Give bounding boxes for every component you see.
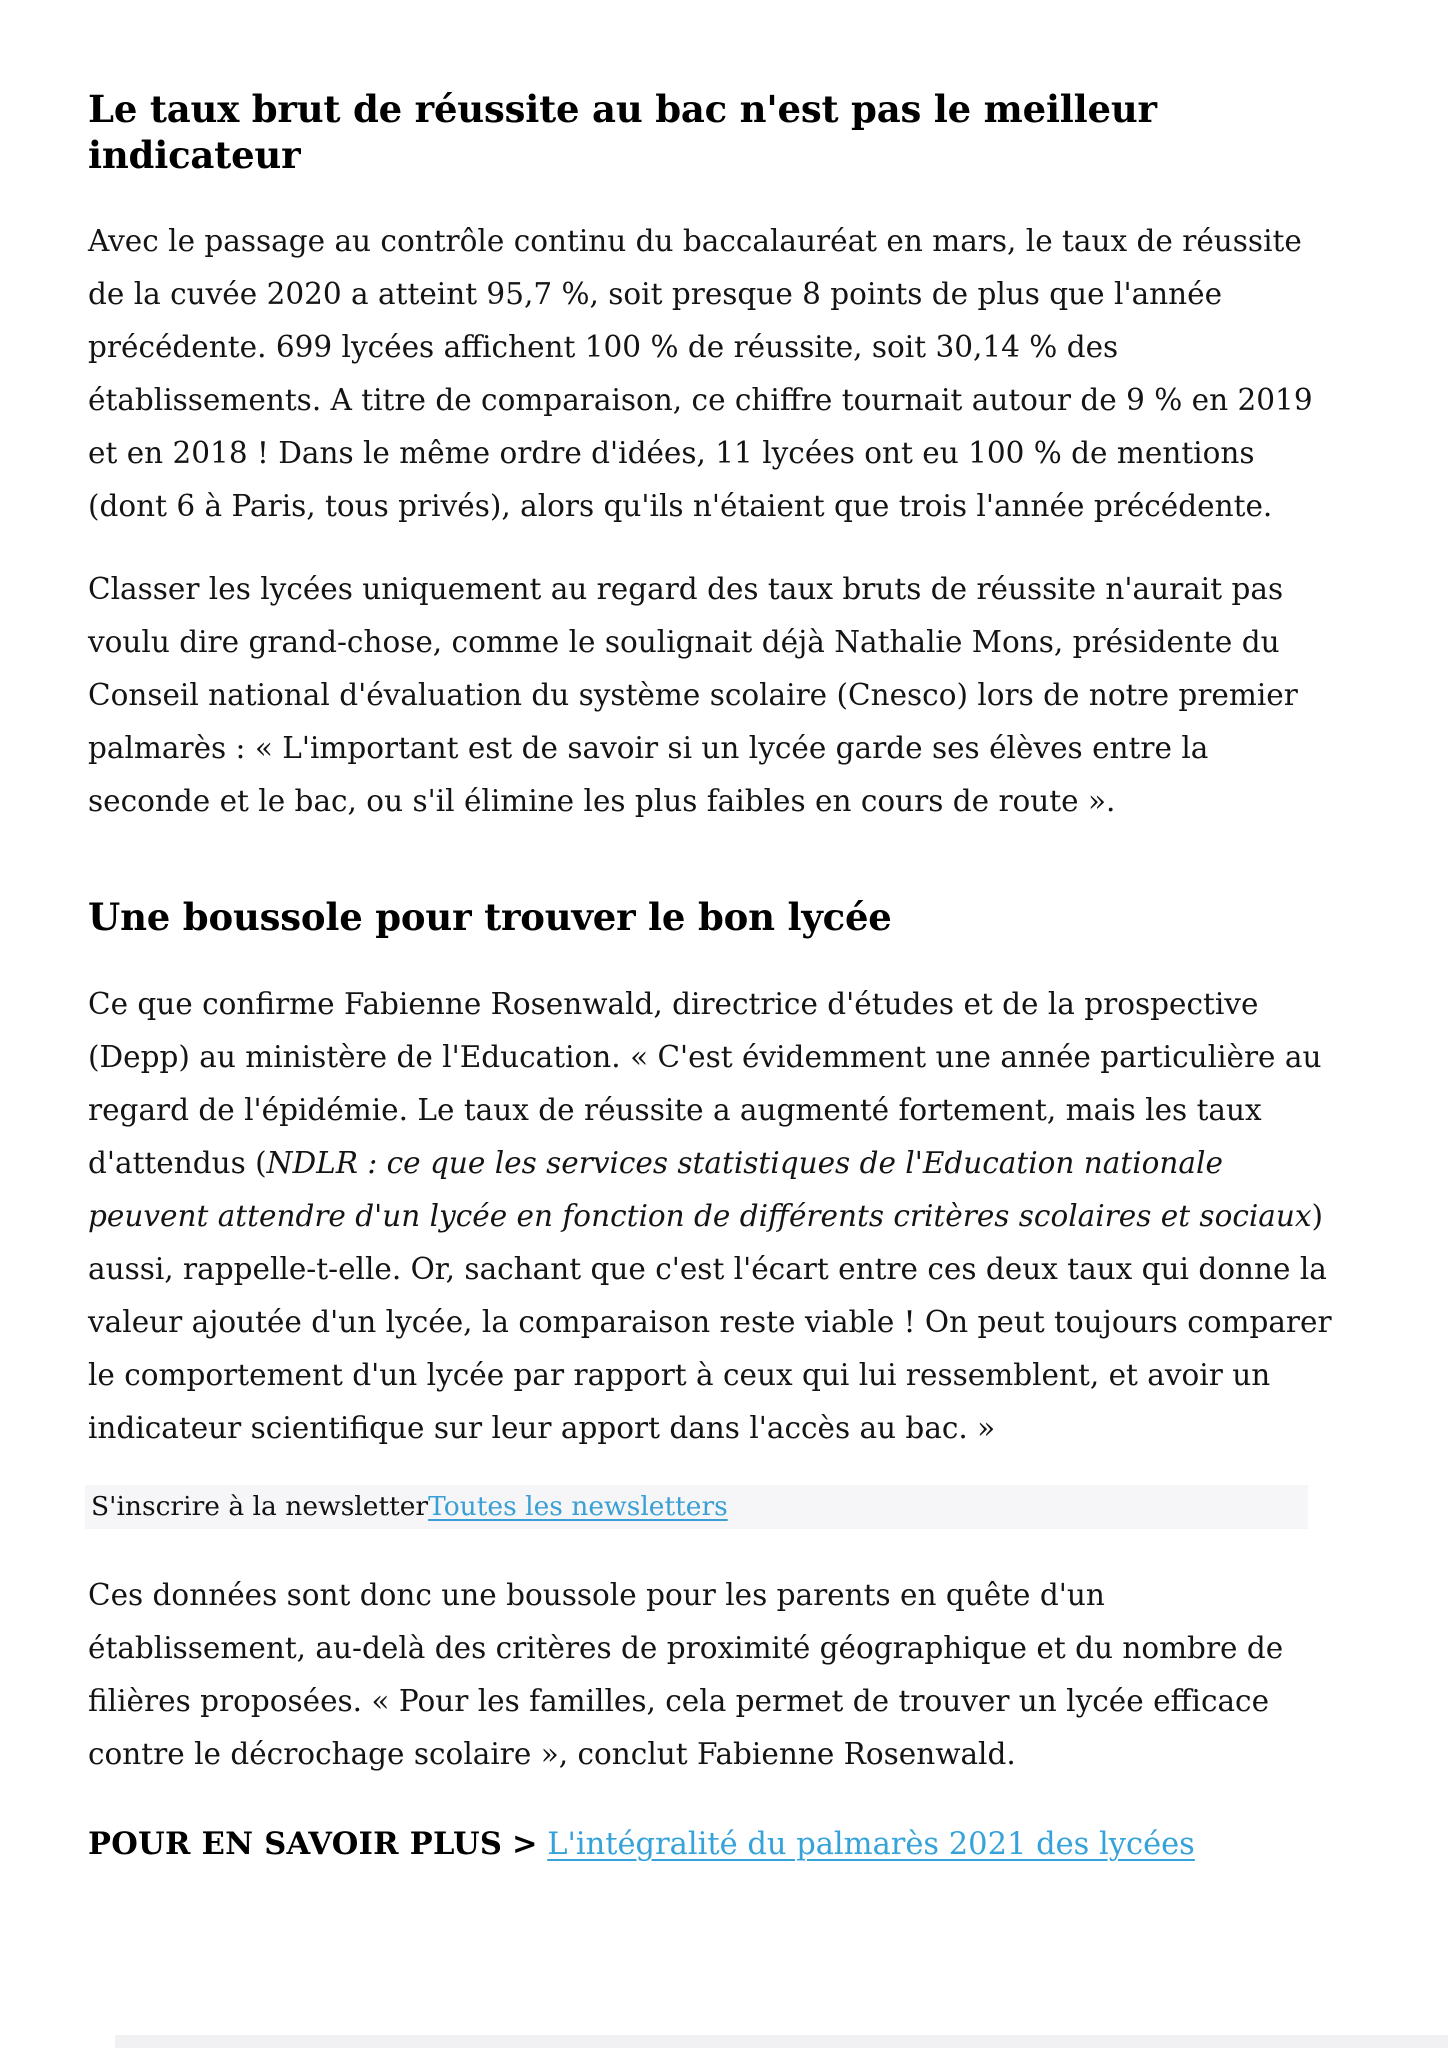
chevron-right-separator: > [511, 1825, 538, 1862]
read-more-label: POUR EN SAVOIR PLUS [88, 1825, 503, 1862]
paragraph-rosenwald-tail: ) aussi, rappelle-t-elle. Or, sachant que c'est l'écart entre ces deux taux qui donne la valeur ajoutée d'un lycée, la comparaison reste viable ! On peut toujours comparer le comportement d'un lycée par rapport à ceux qui lui ressemblent, et avoir un indicateur scientifique sur leur apport dans l'accès au bac. » [88, 1198, 1332, 1445]
paragraph-classer-lycees: Classer les lycées uniquement au regard des taux bruts de réussite n'aurait pas voulu dire grand-chose, comme le soulignait déjà Nathalie Mons, présidente du Conseil national d'évaluation du système scolaire (Cnesco) lors de notre premier palmarès : « L'important est de savoir si un lycée garde ses élèves entre la seconde et le bac, ou s'il élimine les plus faibles en cours de route ». [88, 571, 1298, 818]
section-heading-taux-brut: Le taux brut de réussite au bac n'est pas le meilleur indicateur [88, 87, 1157, 178]
paragraph-rosenwald-lead: Ce que confirme Fabienne Rosenwald, directrice d'études et de la prospective (Depp) au ministère de l'Education. « C'est évidemment une année particulière au regard de l'épidémie. Le taux de réussite a augmenté fortement, mais les taux d'attendus ( [88, 986, 1322, 1180]
cutoff-footer-strip [115, 2035, 1448, 2048]
section-heading-boussole: Une boussole pour trouver le bon lycée [88, 894, 892, 939]
paragraph-taux-reussite: Avec le passage au contrôle continu du baccalauréat en mars, le taux de réussite de la cuvée 2020 a atteint 95,7 %, soit presque 8 points de plus que l'année précédente. 699 lycées affichent 100 % de réussite, soit 30,14 % des établissements. A titre de comparaison, ce chiffre tournait autour de 9 % en 2019 et en 2018 ! Dans le même ordre d'idées, 11 lycées ont eu 100 % de mentions (dont 6 à Paris, tous privés), alors qu'ils n'étaient que trois l'année précédente. [88, 223, 1313, 523]
paragraph-rosenwald-ndlr-italic: NDLR : ce que les services statistiques de l'Education nationale peuvent attendre d'un lycée en fonction de différents critères scolaires et sociaux [88, 1145, 1312, 1233]
newsletter-signup-link[interactable]: S'inscrire à la newsletter [91, 1491, 429, 1523]
paragraph-boussole-parents: Ces données sont donc une boussole pour les parents en quête d'un établissement, au-delà des critères de proximité géographique et du nombre de filières proposées. « Pour les familles, cela permet de trouver un lycée efficace contre le décrochage scolaire », conclut Fabienne Rosenwald. [88, 1577, 1284, 1771]
all-newsletters-link[interactable]: Toutes les newsletters [428, 1491, 728, 1523]
newsletter-bar [85, 1485, 1308, 1529]
palmares-2021-link[interactable]: L'intégralité du palmarès 2021 des lycées [547, 1826, 1195, 1862]
paragraph-rosenwald [88, 978, 1332, 1455]
read-more-line [88, 1825, 1332, 1865]
